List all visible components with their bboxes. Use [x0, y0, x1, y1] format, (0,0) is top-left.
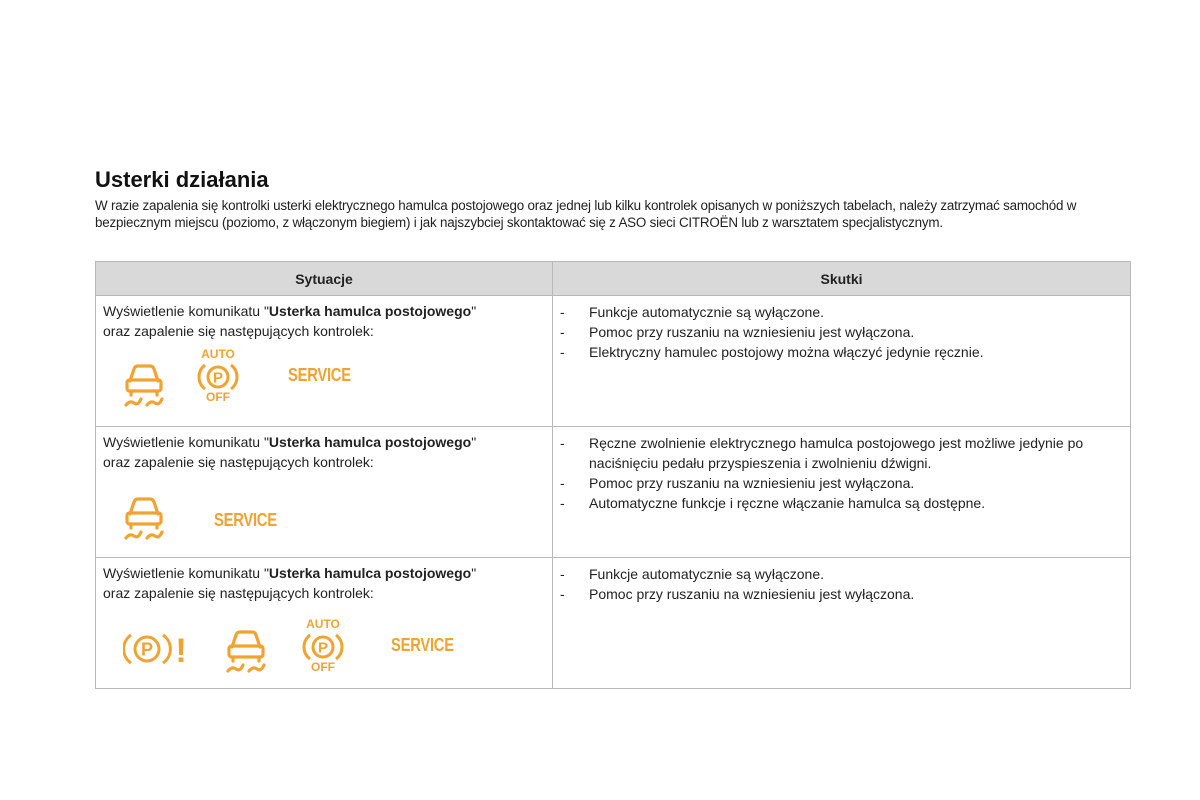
- table-row: [96, 558, 1131, 689]
- svg-text:AUTO: AUTO: [201, 347, 235, 361]
- effect-item: - Automatyczne funkcje i ręczne włączanie hamulca są dostępne.: [560, 493, 1120, 513]
- effects-cell: [553, 427, 1131, 558]
- esp-traction-icon: [223, 625, 269, 675]
- message-name: Usterka hamulca postojowego: [268, 434, 472, 450]
- situation-cell: [96, 427, 553, 558]
- svg-text:OFF: OFF: [206, 390, 230, 403]
- header-effects: Skutki: [553, 262, 1131, 296]
- esp-traction-icon: [121, 492, 167, 542]
- situation-cell: [96, 558, 553, 689]
- fault-table: [95, 261, 1131, 689]
- svg-text:P: P: [140, 639, 154, 660]
- effect-item: - Pomoc przy ruszaniu na wzniesieniu jest wyłączona.: [560, 584, 1120, 604]
- situation-line-2: oraz zapalenie się następujących kontrolek:: [103, 585, 374, 601]
- auto-park-off-icon: [197, 347, 239, 403]
- effects-list: [553, 427, 1130, 513]
- svg-text:P: P: [212, 369, 224, 387]
- situation-line-1: Wyświetlenie komunikatu "Usterka hamulca postojowego": [103, 303, 477, 319]
- effect-item: - Funkcje automatycznie są wyłączone.: [560, 302, 1120, 322]
- effects-cell: [553, 558, 1131, 689]
- table-header-row: [96, 262, 1131, 296]
- situation-line-2: oraz zapalenie się następujących kontrolek:: [103, 454, 374, 470]
- message-name: Usterka hamulca postojowego: [268, 565, 472, 581]
- warning-icons: [103, 472, 545, 552]
- warning-icons: [103, 603, 545, 683]
- message-name: Usterka hamulca postojowego: [268, 303, 472, 319]
- table-row: [96, 296, 1131, 427]
- effect-item: - Funkcje automatycznie są wyłączone.: [560, 564, 1120, 584]
- service-icon: SERVICE: [288, 365, 351, 385]
- situation-cell: [96, 296, 553, 427]
- situation-line-1: Wyświetlenie komunikatu "Usterka hamulca postojowego": [103, 565, 477, 581]
- effect-item: - Pomoc przy ruszaniu na wzniesieniu jest wyłączona.: [560, 322, 1120, 342]
- auto-park-off-icon: [302, 617, 344, 673]
- effect-item: - Ręczne zwolnienie elektrycznego hamulca postojowego jest możliwe jedynie po naciśnięciu pedału przyspieszenia i zwolnieniu dźwigni.: [560, 433, 1120, 473]
- effect-item: - Pomoc przy ruszaniu na wzniesieniu jest wyłączona.: [560, 473, 1120, 493]
- intro-paragraph: W razie zapalenia się kontrolki usterki elektrycznego hamulca postojowego oraz jednej lub kilku kontrolek opisanych w poniższych tabelach, należy zatrzymać samochód w bezpiecznym miejscu (poziomo, z włączonym biegiem) i jak najszybciej skontaktować się z ASO sieci CITROËN lub z warsztatem specjalistycznym.: [95, 198, 1077, 230]
- situation-line-2: oraz zapalenie się następujących kontrolek:: [103, 323, 374, 339]
- svg-text:OFF: OFF: [311, 660, 335, 673]
- svg-text:!: !: [175, 632, 187, 669]
- service-icon: SERVICE: [391, 635, 454, 655]
- esp-traction-icon: [121, 359, 167, 409]
- svg-text:P: P: [317, 639, 329, 657]
- effects-list: [553, 296, 1130, 362]
- page-title: Usterki działania: [95, 167, 269, 192]
- service-icon: SERVICE: [214, 510, 277, 530]
- parking-brake-fault-icon: [123, 629, 189, 669]
- svg-text:AUTO: AUTO: [306, 617, 340, 631]
- effect-item: - Elektryczny hamulec postojowy można włączyć jedynie ręcznie.: [560, 342, 1120, 362]
- table-row: [96, 427, 1131, 558]
- effects-cell: [553, 296, 1131, 427]
- header-situations: Sytuacje: [96, 262, 553, 296]
- situation-line-1: Wyświetlenie komunikatu "Usterka hamulca postojowego": [103, 434, 477, 450]
- effects-list: [553, 558, 1130, 604]
- warning-icons: [103, 341, 545, 421]
